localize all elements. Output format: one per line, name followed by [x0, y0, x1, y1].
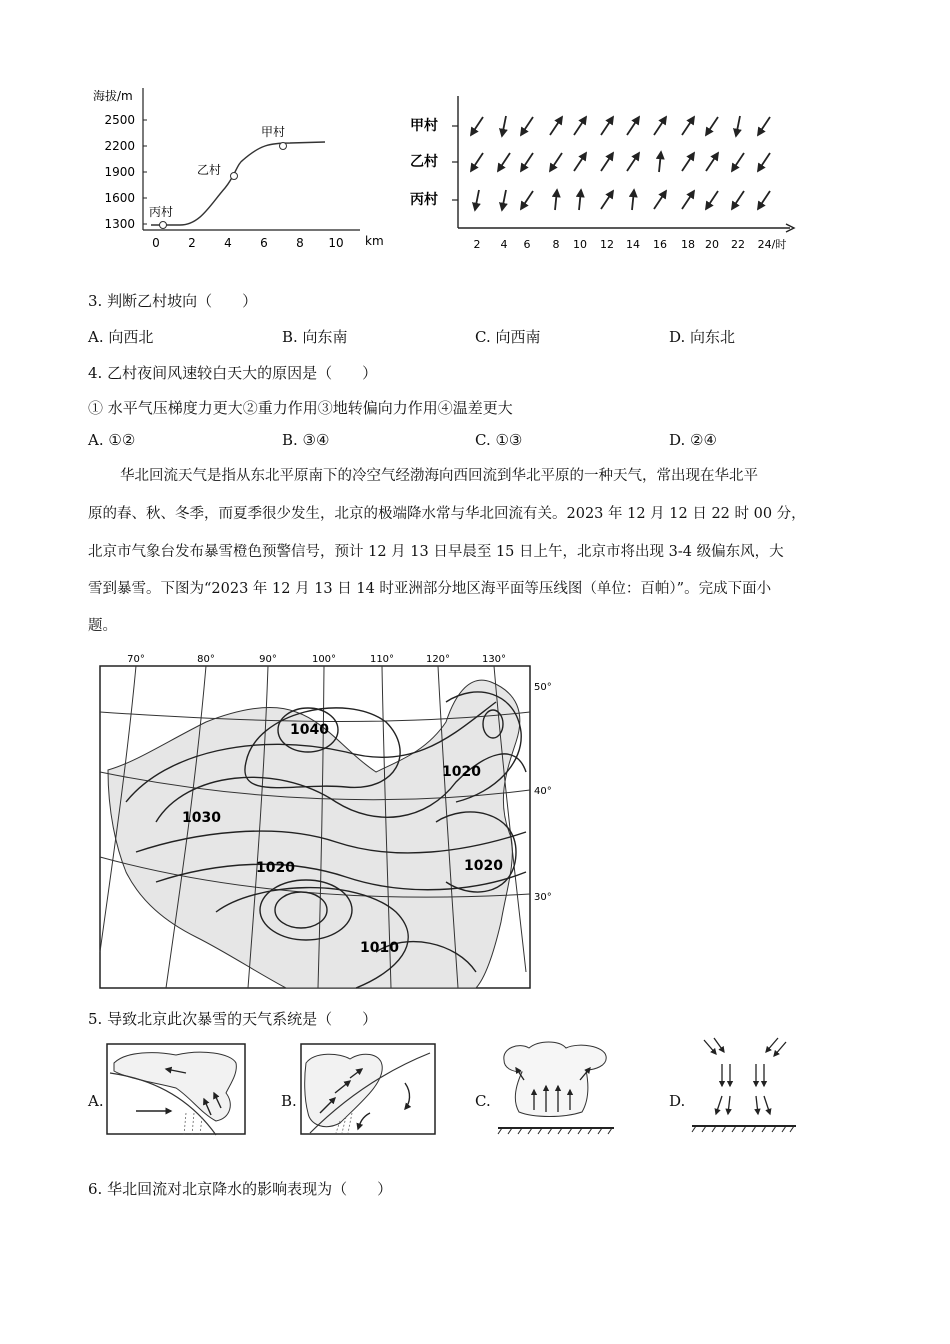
- wind-x-tick: 12: [600, 238, 614, 251]
- wind-arrow: [475, 190, 479, 210]
- passage-line-2: 原的春、秋、冬季，而夏季很少发生，北京的极端降水常与华北回流有关。2023 年 12 月 12 日 22 时 00 分，: [88, 506, 806, 522]
- wind-x-tick: 22: [731, 238, 745, 251]
- wind-arrow: [521, 191, 533, 209]
- wind-x-tick: 6: [523, 238, 531, 251]
- lon-label: 120°: [425, 654, 451, 665]
- wind-x-tick: 14: [626, 238, 640, 251]
- pressure-label-1030: 1030: [182, 810, 221, 826]
- wind-arrow: [574, 117, 586, 135]
- q4-option-a[interactable]: A. ①②: [88, 431, 136, 449]
- lon-label: 130°: [481, 654, 507, 665]
- y-tick: 1600: [104, 191, 135, 205]
- x-tick: 6: [260, 236, 268, 250]
- q4-choices: ① 水平气压梯度力更大②重力作用③地转偏向力作用④温差更大: [88, 399, 513, 417]
- wind-direction-chart: [400, 88, 800, 258]
- passage-line-4: 雪到暴雪。下图为“2023 年 12 月 13 日 14 时亚洲部分地区海平面等压线图（单位：百帕）”。完成下面小: [88, 581, 772, 597]
- elevation-profile-chart: [85, 80, 395, 255]
- wind-x-tick: 2: [473, 238, 481, 251]
- wind-x-tick: 10: [573, 238, 587, 251]
- wind-x-tick: 24/时: [757, 238, 787, 251]
- wind-arrow: [654, 191, 666, 209]
- wind-arrow: [706, 117, 718, 135]
- wind-arrow: [706, 191, 718, 209]
- x-tick: 8: [296, 236, 304, 250]
- village-yi-point: [231, 173, 238, 180]
- pressure-label-1040: 1040: [290, 722, 329, 738]
- wind-arrow: [682, 153, 694, 171]
- wind-x-tick: 8: [552, 238, 560, 251]
- lat-label: 40°: [534, 786, 552, 797]
- passage-line-3: 北京市气象台发布暴雪橙色预警信号，预计 12 月 13 日早晨至 15 日上午，北京市将出现 3-4 级偏东风，大: [88, 544, 784, 560]
- q3-option-a[interactable]: A. 向西北: [88, 328, 154, 346]
- village-jia-label: 甲村: [261, 125, 286, 139]
- passage-line-1: 华北回流天气是指从东北平原南下的冷空气经渤海向西回流到华北平原的一种天气，常出现在华北平: [120, 468, 758, 484]
- wind-arrow: [574, 153, 586, 171]
- wind-arrow: [498, 153, 510, 171]
- wind-arrow: [682, 191, 694, 209]
- q4-option-d[interactable]: D. ②④: [669, 431, 717, 449]
- wind-arrow: [601, 117, 613, 135]
- wind-arrow: [758, 153, 770, 171]
- pressure-label-1020-west: 1020: [256, 860, 295, 876]
- lon-label: 80°: [197, 654, 215, 665]
- y-tick: 1900: [104, 165, 135, 179]
- x-tick: 10: [328, 236, 344, 250]
- q5-option-c-diagram[interactable]: [494, 1040, 618, 1136]
- pressure-label-1010: 1010: [360, 940, 399, 956]
- q4-option-b[interactable]: B. ③④: [282, 431, 330, 449]
- wind-arrow: [471, 117, 483, 135]
- lon-label: 90°: [259, 654, 277, 665]
- x-tick: 2: [188, 236, 196, 250]
- wind-arrow: [502, 116, 506, 136]
- elevation-profile-line: [151, 142, 325, 225]
- wind-x-tick: 4: [500, 238, 508, 251]
- q5-option-d-diagram[interactable]: [688, 1034, 800, 1136]
- wind-arrow: [732, 153, 744, 171]
- lat-label: 50°: [534, 682, 552, 693]
- q5-option-c-label[interactable]: C.: [475, 1092, 491, 1110]
- q3-option-d[interactable]: D. 向东北: [669, 328, 736, 346]
- pressure-label-1020-east: 1020: [464, 858, 503, 874]
- wind-x-tick: 18: [681, 238, 695, 251]
- q3-stem: 3. 判断乙村坡向（ ）: [88, 292, 258, 310]
- wind-arrow: [732, 191, 744, 209]
- wind-arrow: [579, 190, 581, 210]
- wind-arrow: [521, 153, 533, 171]
- wind-row-jia: 甲村: [410, 118, 438, 134]
- wind-arrow: [736, 116, 740, 136]
- wind-arrow: [632, 190, 634, 210]
- wind-x-tick: 20: [705, 238, 719, 251]
- y-tick: 1300: [104, 217, 135, 231]
- wind-row-yi: 乙村: [410, 154, 438, 170]
- pressure-label-1020-north: 1020: [442, 764, 481, 780]
- wind-arrow: [659, 152, 661, 172]
- wind-arrow: [758, 117, 770, 135]
- village-yi-label: 乙村: [197, 163, 222, 177]
- x-tick: 4: [224, 236, 232, 250]
- isobar-map: [96, 652, 552, 992]
- lat-label: 30°: [534, 892, 552, 903]
- elevation-xlabel: km: [365, 234, 384, 248]
- q5-option-a-diagram[interactable]: [106, 1043, 246, 1135]
- village-bing-point: [160, 222, 167, 229]
- wind-arrow: [627, 117, 639, 135]
- wind-arrow: [471, 153, 483, 171]
- wind-x-tick: 16: [653, 238, 667, 251]
- wind-arrow: [550, 153, 562, 171]
- q4-stem: 4. 乙村夜间风速较白天大的原因是（ ）: [88, 364, 378, 382]
- lon-label: 110°: [369, 654, 395, 665]
- q5-option-b-diagram[interactable]: [300, 1043, 436, 1135]
- wind-arrow: [627, 153, 639, 171]
- q5-option-a-label[interactable]: A.: [88, 1092, 104, 1110]
- y-tick: 2500: [104, 113, 135, 127]
- q4-option-c[interactable]: C. ①③: [475, 431, 523, 449]
- village-bing-label: 丙村: [149, 205, 174, 219]
- village-jia-point: [280, 143, 287, 150]
- wind-arrow: [682, 117, 694, 135]
- wind-arrow: [521, 117, 533, 135]
- wind-arrow: [555, 190, 557, 210]
- wind-arrow: [550, 117, 562, 135]
- elevation-ylabel: 海拔/m: [93, 89, 133, 103]
- wind-arrow: [601, 153, 613, 171]
- x-tick: 0: [152, 236, 160, 250]
- wind-arrow: [502, 190, 506, 210]
- wind-arrow: [654, 117, 666, 135]
- wind-arrow: [758, 191, 770, 209]
- wind-arrow: [601, 191, 613, 209]
- q6-stem: 6. 华北回流对北京降水的影响表现为（ ）: [88, 1180, 393, 1198]
- q5-option-d-label[interactable]: D.: [669, 1092, 686, 1110]
- lon-label: 70°: [127, 654, 145, 665]
- y-tick: 2200: [104, 139, 135, 153]
- wind-row-bing: 丙村: [410, 192, 438, 208]
- wind-arrow: [706, 153, 718, 171]
- passage-line-5: 题。: [88, 618, 117, 634]
- q5-stem: 5. 导致北京此次暴雪的天气系统是（ ）: [88, 1010, 378, 1028]
- q3-option-c[interactable]: C. 向西南: [475, 328, 541, 346]
- q3-option-b[interactable]: B. 向东南: [282, 328, 348, 346]
- q5-option-b-label[interactable]: B.: [281, 1092, 297, 1110]
- lon-label: 100°: [311, 654, 337, 665]
